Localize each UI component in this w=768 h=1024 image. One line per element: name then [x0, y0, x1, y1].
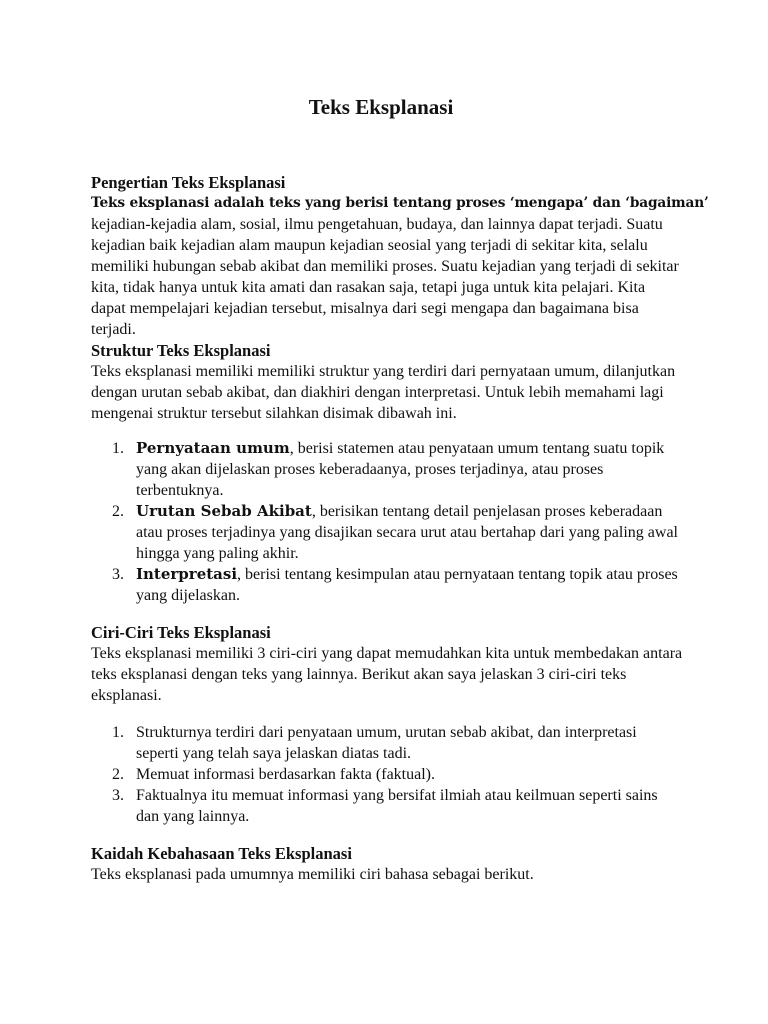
section-heading-ciri: Ciri-Ciri Teks Eksplanasi [91, 623, 271, 642]
list-text: Strukturnya terdiri dari penyataan umum, urutan sebab akibat, dan interpretasi seperti yang telah saya jelaskan diatas tadi. [136, 724, 637, 762]
document-title: Teks Eksplanasi [308, 95, 454, 119]
list-item [91, 722, 683, 764]
pengertian-lead-line: Teks eksplanasi adalah teks yang berisi tentang proses ‘mengapa’ dan ‘bagaiman’ [91, 195, 709, 211]
kaidah-paragraph: Teks eksplanasi pada umumnya memiliki ciri bahasa sebagai berikut. [91, 866, 534, 883]
list-term: Urutan Sebab Akibat [136, 502, 312, 520]
list-item [91, 764, 683, 785]
list-item [91, 564, 683, 606]
list-number: 2. [112, 503, 124, 520]
list-text: , berisi tentang kesimpulan atau pernyataan tentang topik atau proses yang dijelaskan. [136, 566, 678, 604]
section-heading-kaidah: Kaidah Kebahasaan Teks Eksplanasi [91, 844, 352, 863]
section-ciri [91, 622, 683, 827]
ciri-paragraph: Teks eksplanasi memiliki 3 ciri-ciri yang dapat memudahkan kita untuk membedakan antara teks eksplanasi dengan teks yang lainnya. Berikut akan saya jelaskan 3 ciri-ciri teks eksplanasi. [91, 645, 683, 704]
document-body [91, 172, 709, 885]
list-number: 1. [112, 724, 124, 741]
list-text: , berisikan tentang detail penjelasan proses keberadaan atau proses terjadinya yang disajikan secara urut atau bertahap dari yang paling awal hingga yang paling akhir. [136, 503, 678, 562]
list-number: 1. [112, 440, 124, 457]
struktur-paragraph: Teks eksplanasi memiliki memiliki struktur yang terdiri dari pernyataan umum, dilanjutkan dengan urutan sebab akibat, dan diakhiri dengan interpretasi. Untuk lebih memahami lagi mengenai struktur tersebut silahkan disimak dibawah ini. [91, 363, 676, 422]
section-pengertian [91, 172, 709, 340]
section-kaidah [91, 843, 683, 885]
list-text: Memuat informasi berdasarkan fakta (faktual). [136, 766, 435, 783]
list-item [91, 438, 683, 501]
pengertian-paragraph: kejadian-kejadia alam, sosial, ilmu pengetahuan, budaya, dan lainnya dapat terjadi. Suatu kejadian baik kejadian alam maupun kejadian seosial yang terjadi di sekitar kita, selalu memiliki hubungan sebab akibat dan memiliki proses. Suatu kejadian yang terjadi di sekitar kita, tidak hanya untuk kita amati dan rasakan saja, tetapi juga untuk kita pelajari. Kita dapat mempelajari kejadian tersebut, misalnya dari segi mengapa dan bagaimana bisa terjadi. [91, 216, 679, 338]
ciri-list [91, 722, 683, 827]
list-term: Pernyataan umum [136, 439, 290, 457]
list-number: 3. [112, 566, 124, 583]
section-heading-pengertian: Pengertian Teks Eksplanasi [91, 173, 286, 192]
list-number: 2. [112, 766, 124, 783]
list-item [91, 501, 683, 564]
section-heading-struktur: Struktur Teks Eksplanasi [91, 341, 271, 360]
list-text: , berisi statemen atau penyataan umum tentang suatu topik yang akan dijelaskan proses keberadaanya, proses terjadinya, atau proses terbentuknya. [136, 440, 665, 499]
list-number: 3. [112, 787, 124, 804]
section-struktur [91, 340, 683, 606]
list-item [91, 785, 683, 827]
list-text: Faktualnya itu memuat informasi yang bersifat ilmiah atau keilmuan seperti sains dan yang lainnya. [136, 787, 658, 825]
struktur-list [91, 438, 683, 606]
list-term: Interpretasi [136, 565, 238, 583]
